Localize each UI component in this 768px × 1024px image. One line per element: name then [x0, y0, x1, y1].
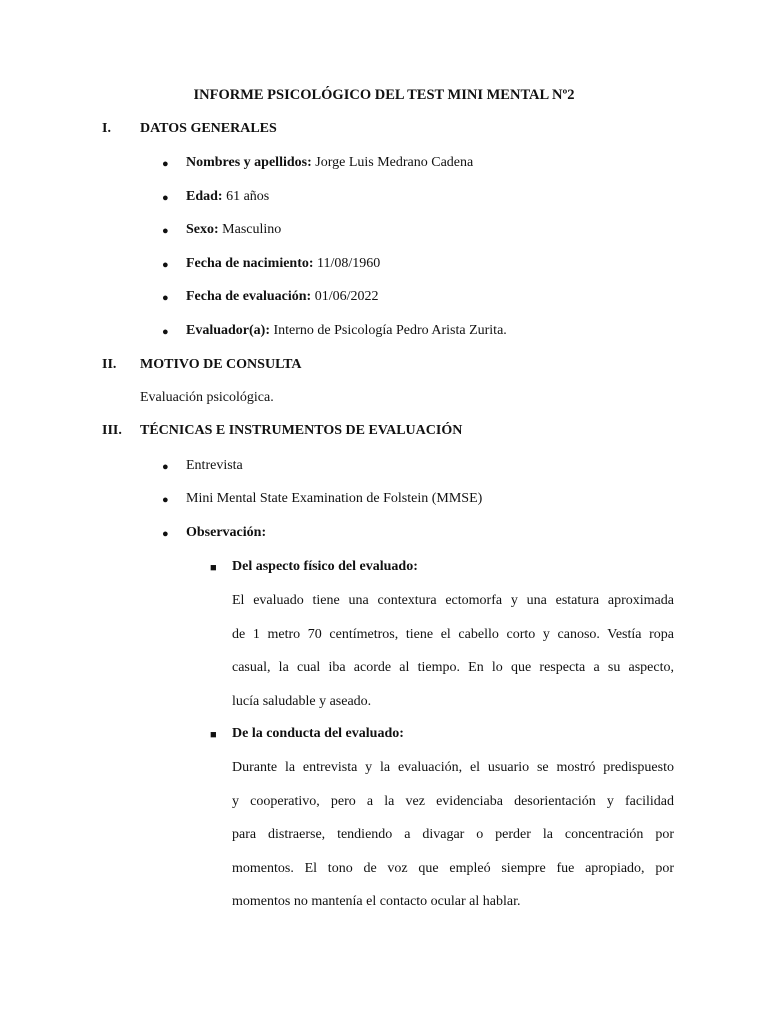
list-item-fecha-nacimiento [186, 256, 380, 272]
paragraph-line: casual, la cual iba acorde al tiempo. En lo que respecta a su aspecto, [232, 660, 674, 675]
paragraph-line: Durante la entrevista y la evaluación, el usuario se mostró predispuesto [232, 760, 674, 775]
section-number-3: III. [102, 423, 122, 438]
list-item-evaluador [186, 323, 507, 339]
list-item-nombres [186, 155, 473, 171]
square-bullet-icon: ■ [210, 562, 217, 574]
section-heading-motivo-consulta: MOTIVO DE CONSULTA [140, 357, 302, 372]
item-value: 61 años [222, 189, 270, 204]
list-item-sexo [186, 222, 281, 238]
paragraph-line: momentos. El tono de voz que empleó siempre fue apropiado, por [232, 860, 674, 876]
subsection-heading-aspecto-fisico: Del aspecto físico del evaluado: [232, 559, 418, 574]
item-value: Interno de Psicología Pedro Arista Zurita. [270, 323, 507, 338]
square-bullet-icon: ■ [210, 729, 217, 741]
bullet-icon: ● [162, 192, 169, 204]
section-heading-tecnicas: TÉCNICAS E INSTRUMENTOS DE EVALUACIÓN [140, 423, 463, 438]
section-number-2: II. [102, 357, 117, 372]
item-label: Edad: [186, 189, 223, 204]
paragraph-aspecto-fisico [232, 584, 674, 718]
section-heading-datos-generales: DATOS GENERALES [140, 121, 277, 136]
list-item-observacion [186, 525, 266, 541]
list-item-fecha-evaluacion [186, 289, 379, 305]
list-item-mmse: Mini Mental State Examination de Folstein (MMSE) [186, 491, 483, 506]
item-value: 11/08/1960 [313, 256, 381, 271]
document-title: INFORME PSICOLÓGICO DEL TEST MINI MENTAL Nº2 [193, 87, 575, 103]
paragraph-line: y cooperativo, pero a la vez evidenciaba desorientación y facilidad [232, 793, 674, 809]
bullet-icon: ● [162, 461, 169, 473]
item-value: Masculino [218, 222, 282, 237]
paragraph-conducta [232, 751, 674, 919]
paragraph-line: de 1 metro 70 centímetros, tiene el cabello corto y canoso. Vestía ropa [232, 626, 674, 642]
item-label: Nombres y apellidos: [186, 155, 312, 170]
item-label: Observación: [186, 525, 267, 540]
paragraph-line: momentos no mantenía el contacto ocular al hablar. [232, 894, 521, 909]
item-label: Fecha de nacimiento: [186, 256, 314, 271]
item-label: Sexo: [186, 222, 219, 237]
section-number-1: I. [102, 121, 111, 136]
paragraph-line: El evaluado tiene una contextura ectomorfa y una estatura aproximada [232, 593, 674, 608]
paragraph-line: para distraerse, tendiendo a divagar o perder la concentración por [232, 827, 674, 842]
bullet-icon: ● [162, 225, 169, 237]
section-text-motivo: Evaluación psicológica. [140, 390, 274, 405]
bullet-icon: ● [162, 259, 169, 271]
list-item-entrevista: Entrevista [186, 458, 243, 473]
item-label: Evaluador(a): [186, 323, 270, 338]
subsection-heading-conducta: De la conducta del evaluado: [232, 726, 404, 741]
bullet-icon: ● [162, 494, 169, 506]
bullet-icon: ● [162, 528, 169, 540]
list-item-edad [186, 189, 269, 205]
bullet-icon: ● [162, 158, 169, 170]
item-value: Jorge Luis Medrano Cadena [311, 155, 474, 170]
item-value: 01/06/2022 [311, 289, 379, 304]
bullet-icon: ● [162, 326, 169, 338]
paragraph-line: lucía saludable y aseado. [232, 693, 372, 709]
item-label: Fecha de evaluación: [186, 289, 312, 304]
bullet-icon: ● [162, 292, 169, 304]
